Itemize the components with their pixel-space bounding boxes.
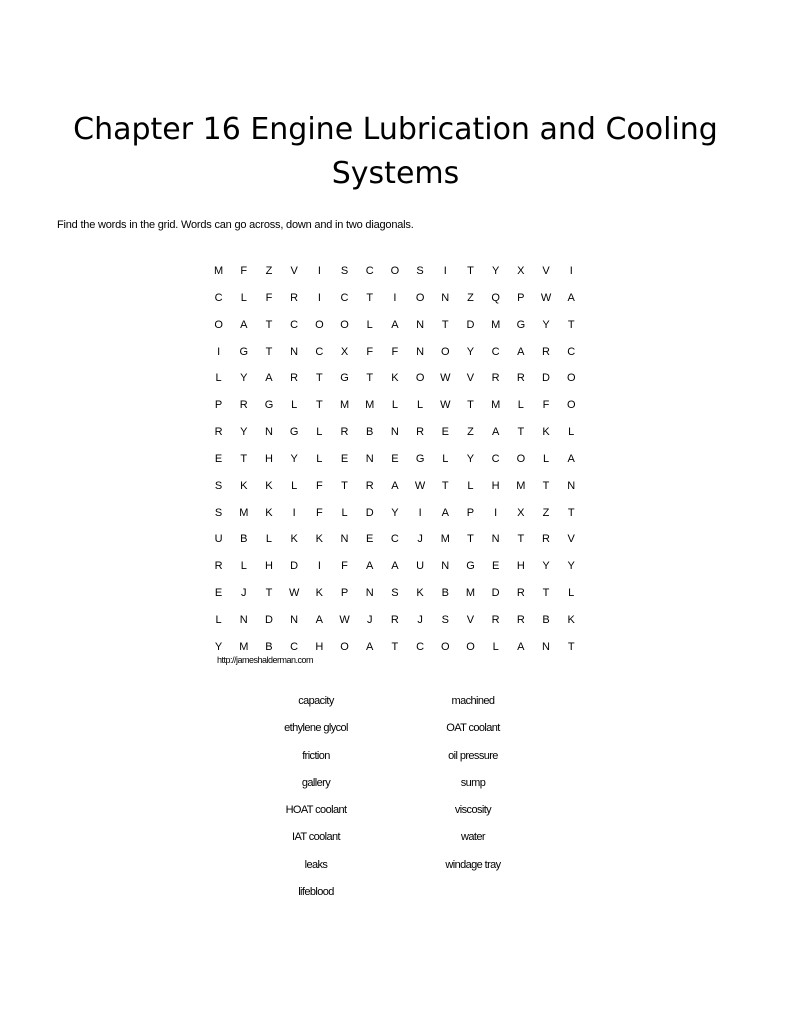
grid-letter: G: [289, 426, 299, 439]
grid-letter: T: [517, 426, 525, 439]
grid-letter: T: [265, 587, 273, 600]
grid-letter: A: [391, 318, 399, 331]
grid-letter: E: [441, 426, 449, 439]
word-list-item: sump: [460, 776, 486, 789]
grid-letter: R: [416, 426, 425, 439]
grid-letter: K: [542, 426, 550, 439]
grid-letter: M: [465, 587, 476, 600]
grid-letter: C: [365, 265, 374, 277]
word-list-item: leaks: [304, 858, 328, 871]
grid-letter: I: [317, 291, 321, 304]
grid-letter: E: [214, 452, 223, 465]
grid-letter: K: [290, 533, 298, 546]
page-title: [60, 108, 731, 196]
grid-letter: L: [568, 587, 575, 600]
grid-letter: L: [467, 479, 474, 492]
grid-letter: Y: [542, 560, 550, 573]
grid-letter: N: [264, 426, 273, 439]
grid-letter: D: [542, 372, 550, 385]
grid-letter: W: [414, 479, 426, 492]
grid-letter: O: [315, 318, 324, 331]
grid-row: [206, 264, 584, 291]
grid-letter: P: [340, 587, 349, 600]
grid-letter: X: [517, 506, 525, 519]
grid-letter: N: [542, 640, 550, 653]
grid-letter: I: [393, 291, 397, 304]
grid-letter: G: [516, 318, 526, 331]
grid-letter: L: [391, 399, 398, 412]
grid-letter: C: [390, 533, 399, 546]
grid-letter: A: [517, 345, 525, 358]
grid-letter: R: [516, 613, 525, 626]
grid-letter: B: [240, 533, 248, 546]
grid-letter: D: [290, 560, 299, 573]
grid-letter: V: [290, 265, 298, 277]
word-list-item: oil pressure: [448, 749, 498, 762]
grid-letter: K: [315, 587, 324, 600]
grid-row: [206, 452, 584, 479]
grid-letter: R: [290, 372, 299, 385]
grid-letter: O: [214, 318, 223, 331]
grid-letter: R: [239, 399, 248, 412]
word-list-item: lifeblood: [298, 886, 334, 899]
grid-letter: V: [466, 372, 475, 385]
grid-letter: R: [214, 426, 223, 439]
grid-letter: A: [391, 479, 399, 492]
grid-letter: Y: [240, 426, 248, 439]
grid-letter: D: [264, 613, 273, 626]
grid-letter: F: [315, 506, 323, 519]
word-list-item: machined: [451, 695, 495, 707]
grid-letter: I: [443, 265, 447, 277]
grid-letter: B: [542, 613, 550, 626]
grid-letter: H: [264, 560, 273, 573]
grid-letter: Y: [466, 345, 475, 358]
grid-letter: H: [491, 479, 500, 492]
grid-letter: H: [264, 452, 273, 465]
grid-letter: W: [540, 291, 552, 304]
grid-letter: F: [341, 560, 348, 573]
grid-letter: T: [341, 479, 348, 492]
grid-letter: L: [291, 479, 298, 492]
grid-letter: O: [516, 452, 526, 465]
grid-letter: O: [415, 291, 425, 304]
grid-row: [206, 425, 584, 452]
grid-letter: E: [340, 452, 349, 465]
grid-letter: M: [516, 479, 526, 492]
grid-letter: A: [567, 452, 575, 465]
grid-letter: M: [440, 533, 450, 546]
grid-letter: Y: [466, 452, 475, 465]
grid-letter: U: [214, 533, 223, 546]
grid-letter: J: [366, 613, 373, 626]
grid-letter: O: [466, 640, 475, 653]
grid-letter: L: [215, 613, 222, 626]
grid-letter: F: [240, 265, 248, 277]
grid-letter: Q: [491, 291, 500, 304]
grid-letter: T: [567, 506, 575, 519]
grid-letter: R: [290, 291, 299, 304]
grid-letter: N: [441, 560, 450, 573]
grid-letter: O: [441, 640, 450, 653]
word-list-item: friction: [302, 749, 330, 762]
grid-letter: M: [491, 399, 501, 412]
grid-letter: L: [492, 640, 499, 653]
word-list-item: OAT coolant: [446, 722, 500, 735]
grid-letter: L: [366, 318, 373, 331]
grid-letter: C: [416, 640, 425, 653]
grid-letter: S: [214, 479, 223, 492]
grid-row: [206, 559, 584, 586]
grid-letter: L: [341, 506, 348, 519]
grid-letter: Y: [240, 372, 248, 385]
grid-letter: L: [316, 426, 323, 439]
grid-letter: C: [315, 345, 324, 358]
grid-letter: W: [440, 399, 451, 412]
grid-letter: A: [265, 372, 273, 385]
grid-letter: T: [467, 533, 474, 546]
grid-letter: G: [239, 345, 249, 358]
grid-letter: R: [516, 587, 525, 600]
word-list-item: water: [461, 831, 485, 844]
grid-letter: W: [339, 613, 350, 626]
grid-letter: A: [491, 426, 500, 439]
grid-letter: T: [467, 265, 474, 277]
grid-row: [206, 506, 584, 533]
grid-row: [206, 291, 584, 318]
grid-letter: Y: [290, 452, 298, 465]
grid-row: [206, 532, 584, 559]
grid-letter: D: [466, 318, 475, 331]
grid-letter: K: [315, 533, 324, 546]
grid-letter: Z: [467, 291, 474, 304]
grid-letter: I: [217, 345, 221, 358]
word-list-item: HOAT coolant: [285, 804, 347, 817]
grid-row: [206, 586, 584, 613]
grid-letter: G: [340, 372, 349, 385]
grid-letter: T: [240, 452, 248, 465]
grid-letter: A: [517, 640, 525, 653]
grid-letter: S: [214, 506, 223, 519]
grid-letter: B: [366, 426, 374, 439]
grid-letter: M: [214, 265, 224, 277]
grid-letter: A: [391, 560, 399, 573]
grid-letter: B: [265, 640, 273, 653]
grid-letter: M: [491, 318, 501, 331]
word-list-item: ethylene glycol: [284, 722, 348, 735]
grid-letter: S: [391, 587, 399, 600]
grid-letter: U: [416, 560, 425, 573]
grid-letter: N: [365, 587, 374, 600]
grid-row: [206, 479, 584, 506]
instructions: Find the words in the grid. Words can go across, down and in two diagonals.: [57, 219, 414, 231]
grid-letter: T: [517, 533, 525, 546]
grid-letter: T: [441, 479, 449, 492]
grid-letter: H: [516, 560, 525, 573]
grid-letter: G: [415, 452, 425, 465]
grid-letter: R: [491, 372, 500, 385]
grid-letter: T: [567, 640, 575, 653]
grid-letter: L: [316, 452, 323, 465]
grid-letter: A: [366, 640, 374, 653]
grid-letter: T: [265, 318, 273, 331]
grid-letter: L: [215, 372, 222, 385]
grid-letter: L: [442, 452, 449, 465]
grid-letter: P: [517, 291, 525, 304]
grid-letter: I: [317, 265, 321, 277]
word-list-item: gallery: [301, 776, 331, 789]
grid-letter: L: [240, 291, 247, 304]
grid-letter: W: [440, 372, 451, 385]
grid-letter: I: [569, 265, 573, 277]
word-list-item: viscosity: [454, 804, 492, 817]
grid-letter: F: [265, 291, 273, 304]
grid-letter: Y: [491, 265, 500, 277]
grid-letter: C: [491, 452, 500, 465]
grid-letter: M: [365, 399, 375, 412]
grid-letter: R: [365, 479, 374, 492]
grid-letter: X: [517, 265, 525, 277]
grid-letter: T: [265, 345, 273, 358]
grid-letter: N: [491, 533, 500, 546]
grid-letter: Y: [542, 318, 550, 331]
grid-letter: Y: [214, 640, 223, 653]
word-list-left: [236, 694, 396, 912]
grid-row: [206, 398, 584, 425]
grid-row: [206, 318, 584, 345]
grid-letter: O: [390, 265, 400, 277]
grid-letter: T: [441, 318, 449, 331]
grid-letter: R: [491, 613, 500, 626]
grid-letter: A: [567, 291, 575, 304]
grid-letter: N: [416, 345, 425, 358]
grid-letter: F: [391, 345, 399, 358]
grid-letter: V: [567, 533, 575, 546]
grid-letter: A: [240, 318, 248, 331]
grid-letter: P: [214, 399, 223, 412]
grid-row: [206, 345, 584, 372]
grid-letter: N: [390, 426, 399, 439]
grid-letter: N: [340, 533, 349, 546]
grid-letter: L: [291, 399, 298, 412]
grid-letter: R: [214, 560, 223, 573]
grid-row: [206, 371, 584, 398]
grid-letter: I: [418, 506, 422, 519]
word-list-item: IAT coolant: [291, 831, 341, 844]
grid-letter: S: [441, 613, 449, 626]
grid-letter: R: [516, 372, 525, 385]
grid-letter: O: [566, 372, 576, 385]
grid-letter: R: [542, 345, 550, 358]
grid-letter: T: [315, 399, 323, 412]
grid-letter: K: [416, 587, 424, 600]
grid-letter: L: [417, 399, 424, 412]
grid-letter: C: [290, 318, 299, 331]
grid-letter: L: [240, 560, 247, 573]
grid-letter: N: [567, 479, 576, 492]
grid-letter: V: [466, 613, 475, 626]
grid-letter: I: [292, 506, 296, 519]
grid-letter: K: [265, 479, 273, 492]
grid-letter: N: [365, 452, 374, 465]
grid-letter: J: [417, 613, 423, 626]
grid-letter: N: [416, 318, 425, 331]
grid-letter: X: [340, 345, 349, 358]
grid-letter: R: [542, 533, 550, 546]
grid-letter: Y: [391, 506, 399, 519]
grid-letter: I: [317, 560, 321, 573]
grid-letter: Z: [265, 265, 273, 277]
grid-letter: Y: [567, 560, 575, 573]
grid-letter: T: [366, 372, 374, 385]
grid-letter: I: [494, 506, 498, 519]
grid-letter: C: [214, 291, 223, 304]
grid-letter: O: [340, 640, 349, 653]
grid-row: [206, 613, 584, 640]
grid-letter: E: [491, 560, 500, 573]
grid-letter: N: [239, 613, 248, 626]
grid-letter: O: [340, 318, 349, 331]
grid-letter: T: [366, 291, 374, 304]
word-search-grid: [206, 264, 584, 667]
grid-letter: B: [441, 587, 449, 600]
grid-letter: W: [288, 587, 300, 600]
grid-letter: O: [441, 345, 450, 358]
source-url: http://jameshalderman.com: [217, 655, 314, 665]
grid-letter: R: [340, 426, 349, 439]
grid-letter: M: [239, 506, 249, 519]
grid-letter: K: [391, 372, 399, 385]
grid-letter: K: [265, 506, 273, 519]
grid-letter: C: [340, 291, 349, 304]
word-list-item: windage tray: [445, 858, 501, 871]
grid-letter: L: [542, 452, 550, 465]
grid-letter: T: [567, 318, 575, 331]
grid-letter: Z: [467, 426, 474, 439]
grid-letter: G: [264, 399, 274, 412]
grid-letter: E: [391, 452, 399, 465]
word-list-item: capacity: [298, 695, 334, 707]
grid-letter: G: [466, 560, 475, 573]
grid-letter: T: [542, 587, 550, 600]
grid-letter: P: [466, 506, 475, 519]
grid-letter: T: [467, 399, 474, 412]
grid-letter: F: [542, 399, 550, 412]
grid-letter: R: [390, 613, 399, 626]
grid-letter: H: [315, 640, 324, 653]
grid-letter: F: [366, 345, 374, 358]
grid-letter: N: [290, 613, 299, 626]
grid-letter: C: [491, 345, 500, 358]
grid-letter: Z: [542, 506, 550, 519]
grid-letter: O: [415, 372, 425, 385]
word-list-right: [393, 694, 553, 885]
grid-letter: A: [441, 506, 449, 519]
grid-letter: E: [214, 587, 223, 600]
grid-letter: J: [241, 587, 247, 600]
title-line-2: Systems: [331, 156, 460, 191]
grid-letter: N: [441, 291, 450, 304]
grid-letter: L: [568, 426, 575, 439]
grid-letter: T: [315, 372, 323, 385]
grid-letter: L: [265, 533, 273, 546]
grid-letter: K: [240, 479, 248, 492]
grid-letter: A: [315, 613, 324, 626]
grid-letter: J: [417, 533, 423, 546]
grid-letter: M: [239, 640, 249, 653]
grid-letter: D: [491, 587, 500, 600]
grid-letter: C: [290, 640, 299, 653]
grid-letter: A: [366, 560, 374, 573]
grid-letter: L: [517, 399, 524, 412]
grid-letter: M: [339, 399, 350, 412]
grid-letter: N: [290, 345, 299, 358]
grid-letter: E: [366, 533, 374, 546]
grid-letter: O: [566, 399, 576, 412]
title-line-1: Chapter 16 Engine Lubrication and Cooling: [73, 112, 718, 147]
grid-letter: C: [567, 345, 576, 358]
grid-letter: F: [315, 479, 323, 492]
grid-letter: S: [340, 265, 349, 277]
grid-letter: K: [567, 613, 575, 626]
grid-letter: T: [542, 479, 550, 492]
grid-letter: T: [391, 640, 399, 653]
grid-letter: S: [416, 265, 424, 277]
grid-letter: V: [542, 265, 550, 277]
grid-letter: D: [365, 506, 374, 519]
